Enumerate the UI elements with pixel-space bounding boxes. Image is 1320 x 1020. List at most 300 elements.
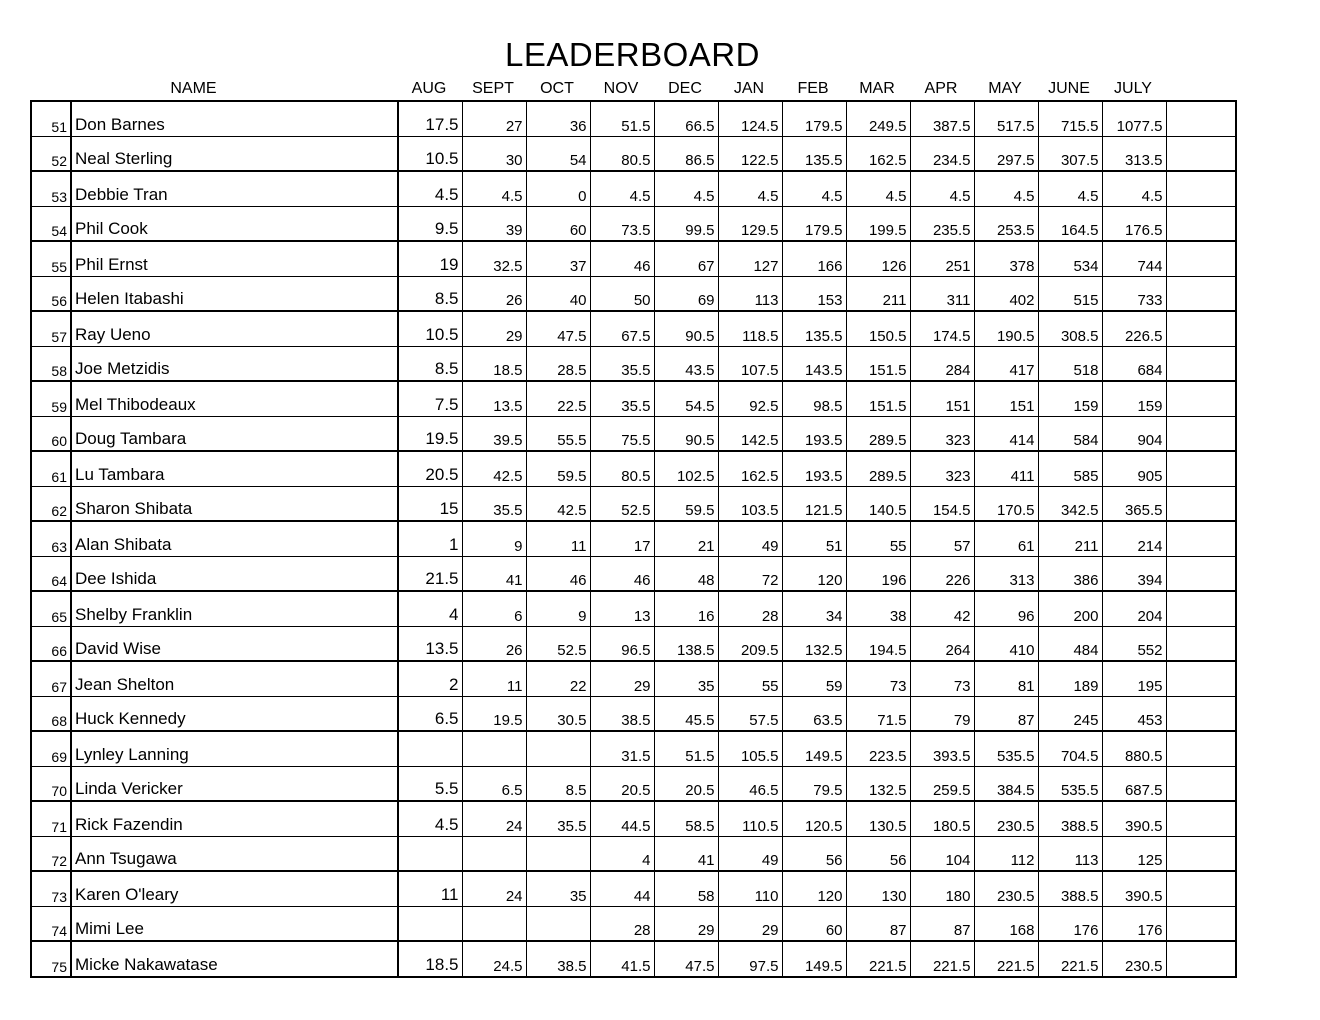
empty-cell bbox=[1166, 381, 1236, 416]
score-cell-may: 112 bbox=[974, 836, 1038, 871]
player-name-cell: Phil Ernst bbox=[71, 241, 398, 276]
score-cell-july: 214 bbox=[1102, 521, 1166, 556]
score-cell-dec: 43.5 bbox=[654, 346, 718, 381]
score-cell-may: 151 bbox=[974, 381, 1038, 416]
score-cell-june: 535.5 bbox=[1038, 766, 1102, 801]
score-cell-oct: 54 bbox=[526, 136, 590, 171]
score-cell-feb: 60 bbox=[782, 906, 846, 941]
score-cell-apr: 79 bbox=[910, 696, 974, 731]
score-cell-apr: 251 bbox=[910, 241, 974, 276]
score-cell-mar: 71.5 bbox=[846, 696, 910, 731]
score-cell-june: 176 bbox=[1038, 906, 1102, 941]
score-cell-feb: 98.5 bbox=[782, 381, 846, 416]
score-cell-feb: 56 bbox=[782, 836, 846, 871]
score-cell-june: 534 bbox=[1038, 241, 1102, 276]
score-cell-aug: 9.5 bbox=[398, 206, 462, 241]
table-row bbox=[31, 906, 1236, 941]
score-cell-mar: 140.5 bbox=[846, 486, 910, 521]
score-cell-mar: 199.5 bbox=[846, 206, 910, 241]
score-cell-nov: 4.5 bbox=[590, 171, 654, 206]
player-name-cell: Mimi Lee bbox=[71, 906, 398, 941]
empty-cell bbox=[1166, 731, 1236, 766]
rank-cell: 53 bbox=[31, 171, 71, 206]
table-row bbox=[31, 661, 1236, 696]
score-cell-apr: 284 bbox=[910, 346, 974, 381]
score-cell-nov: 44.5 bbox=[590, 801, 654, 836]
score-cell-june: 308.5 bbox=[1038, 311, 1102, 346]
score-cell-sept bbox=[462, 836, 526, 871]
score-cell-may: 4.5 bbox=[974, 171, 1038, 206]
empty-cell bbox=[1166, 346, 1236, 381]
score-cell-may: 414 bbox=[974, 416, 1038, 451]
score-cell-sept: 39.5 bbox=[462, 416, 526, 451]
score-cell-jan: 97.5 bbox=[718, 941, 782, 977]
score-cell-sept: 39 bbox=[462, 206, 526, 241]
score-cell-july: 904 bbox=[1102, 416, 1166, 451]
score-cell-dec: 138.5 bbox=[654, 626, 718, 661]
rank-cell: 55 bbox=[31, 241, 71, 276]
score-cell-aug: 17.5 bbox=[398, 101, 462, 136]
table-row bbox=[31, 836, 1236, 871]
score-cell-aug: 4.5 bbox=[398, 171, 462, 206]
score-cell-dec: 86.5 bbox=[654, 136, 718, 171]
score-cell-dec: 58.5 bbox=[654, 801, 718, 836]
score-cell-june: 484 bbox=[1038, 626, 1102, 661]
score-cell-nov: 75.5 bbox=[590, 416, 654, 451]
score-cell-may: 417 bbox=[974, 346, 1038, 381]
table-row bbox=[31, 101, 1236, 136]
score-cell-mar: 73 bbox=[846, 661, 910, 696]
score-cell-apr: 393.5 bbox=[910, 731, 974, 766]
score-cell-feb: 59 bbox=[782, 661, 846, 696]
player-name-cell: David Wise bbox=[71, 626, 398, 661]
score-cell-dec: 59.5 bbox=[654, 486, 718, 521]
score-cell-july: 687.5 bbox=[1102, 766, 1166, 801]
table-row bbox=[31, 591, 1236, 626]
rank-cell: 70 bbox=[31, 766, 71, 801]
score-cell-nov: 44 bbox=[590, 871, 654, 906]
table-row bbox=[31, 731, 1236, 766]
score-cell-apr: 154.5 bbox=[910, 486, 974, 521]
score-cell-jan: 49 bbox=[718, 836, 782, 871]
score-cell-may: 384.5 bbox=[974, 766, 1038, 801]
score-cell-may: 230.5 bbox=[974, 801, 1038, 836]
score-cell-jan: 46.5 bbox=[718, 766, 782, 801]
score-cell-jan: 55 bbox=[718, 661, 782, 696]
score-cell-nov: 20.5 bbox=[590, 766, 654, 801]
player-name-cell: Jean Shelton bbox=[71, 661, 398, 696]
score-cell-july: 365.5 bbox=[1102, 486, 1166, 521]
score-cell-oct: 55.5 bbox=[526, 416, 590, 451]
score-cell-jan: 113 bbox=[718, 276, 782, 311]
score-cell-aug: 18.5 bbox=[398, 941, 462, 977]
score-cell-aug bbox=[398, 906, 462, 941]
player-name-cell: Neal Sterling bbox=[71, 136, 398, 171]
score-cell-may: 168 bbox=[974, 906, 1038, 941]
score-cell-apr: 174.5 bbox=[910, 311, 974, 346]
header-aug: AUG bbox=[411, 80, 447, 97]
score-cell-nov: 46 bbox=[590, 556, 654, 591]
score-cell-july: 195 bbox=[1102, 661, 1166, 696]
score-cell-nov: 4 bbox=[590, 836, 654, 871]
score-cell-aug bbox=[398, 836, 462, 871]
leaderboard-table bbox=[30, 100, 1237, 978]
score-cell-sept: 19.5 bbox=[462, 696, 526, 731]
score-cell-sept: 18.5 bbox=[462, 346, 526, 381]
score-cell-july: 176 bbox=[1102, 906, 1166, 941]
score-cell-july: 733 bbox=[1102, 276, 1166, 311]
score-cell-aug: 5.5 bbox=[398, 766, 462, 801]
rank-cell: 60 bbox=[31, 416, 71, 451]
score-cell-june: 342.5 bbox=[1038, 486, 1102, 521]
score-cell-mar: 150.5 bbox=[846, 311, 910, 346]
empty-cell bbox=[1166, 486, 1236, 521]
score-cell-jan: 110.5 bbox=[718, 801, 782, 836]
score-cell-sept bbox=[462, 906, 526, 941]
header-may: MAY bbox=[988, 80, 1022, 97]
score-cell-nov: 46 bbox=[590, 241, 654, 276]
table-row bbox=[31, 136, 1236, 171]
score-cell-july: 744 bbox=[1102, 241, 1166, 276]
score-cell-feb: 79.5 bbox=[782, 766, 846, 801]
score-cell-apr: 180.5 bbox=[910, 801, 974, 836]
score-cell-jan: 142.5 bbox=[718, 416, 782, 451]
score-cell-apr: 323 bbox=[910, 451, 974, 486]
score-cell-july: 176.5 bbox=[1102, 206, 1166, 241]
empty-cell bbox=[1166, 661, 1236, 696]
score-cell-feb: 135.5 bbox=[782, 311, 846, 346]
empty-cell bbox=[1166, 941, 1236, 977]
header-nov: NOV bbox=[603, 80, 639, 97]
score-cell-apr: 73 bbox=[910, 661, 974, 696]
score-cell-may: 517.5 bbox=[974, 101, 1038, 136]
score-cell-dec: 29 bbox=[654, 906, 718, 941]
score-cell-dec: 16 bbox=[654, 591, 718, 626]
header-name: NAME bbox=[170, 80, 217, 97]
score-cell-jan: 4.5 bbox=[718, 171, 782, 206]
score-cell-nov: 29 bbox=[590, 661, 654, 696]
empty-cell bbox=[1166, 836, 1236, 871]
score-cell-may: 253.5 bbox=[974, 206, 1038, 241]
score-cell-jan: 107.5 bbox=[718, 346, 782, 381]
score-cell-july: 905 bbox=[1102, 451, 1166, 486]
rank-cell: 58 bbox=[31, 346, 71, 381]
score-cell-mar: 194.5 bbox=[846, 626, 910, 661]
score-cell-feb: 143.5 bbox=[782, 346, 846, 381]
table-row bbox=[31, 451, 1236, 486]
score-cell-oct: 35.5 bbox=[526, 801, 590, 836]
score-cell-nov: 13 bbox=[590, 591, 654, 626]
score-cell-mar: 211 bbox=[846, 276, 910, 311]
empty-cell bbox=[1166, 451, 1236, 486]
score-cell-dec: 20.5 bbox=[654, 766, 718, 801]
score-cell-oct: 22.5 bbox=[526, 381, 590, 416]
score-cell-july: 226.5 bbox=[1102, 311, 1166, 346]
score-cell-aug: 4.5 bbox=[398, 801, 462, 836]
score-cell-oct: 47.5 bbox=[526, 311, 590, 346]
score-cell-july: 552 bbox=[1102, 626, 1166, 661]
score-cell-oct: 38.5 bbox=[526, 941, 590, 977]
empty-cell bbox=[1166, 416, 1236, 451]
score-cell-sept: 6 bbox=[462, 591, 526, 626]
score-cell-may: 535.5 bbox=[974, 731, 1038, 766]
score-cell-june: 245 bbox=[1038, 696, 1102, 731]
score-cell-aug: 11 bbox=[398, 871, 462, 906]
score-cell-dec: 58 bbox=[654, 871, 718, 906]
player-name-cell: Ray Ueno bbox=[71, 311, 398, 346]
score-cell-apr: 311 bbox=[910, 276, 974, 311]
empty-cell bbox=[1166, 206, 1236, 241]
score-cell-aug: 7.5 bbox=[398, 381, 462, 416]
score-cell-dec: 69 bbox=[654, 276, 718, 311]
score-cell-mar: 56 bbox=[846, 836, 910, 871]
rank-cell: 72 bbox=[31, 836, 71, 871]
score-cell-june: 715.5 bbox=[1038, 101, 1102, 136]
score-cell-mar: 289.5 bbox=[846, 416, 910, 451]
score-cell-oct: 28.5 bbox=[526, 346, 590, 381]
score-cell-oct bbox=[526, 906, 590, 941]
score-cell-may: 411 bbox=[974, 451, 1038, 486]
score-cell-feb: 149.5 bbox=[782, 941, 846, 977]
score-cell-oct: 35 bbox=[526, 871, 590, 906]
player-name-cell: Dee Ishida bbox=[71, 556, 398, 591]
score-cell-dec: 67 bbox=[654, 241, 718, 276]
score-cell-mar: 130.5 bbox=[846, 801, 910, 836]
score-cell-jan: 209.5 bbox=[718, 626, 782, 661]
player-name-cell: Doug Tambara bbox=[71, 416, 398, 451]
score-cell-mar: 55 bbox=[846, 521, 910, 556]
score-cell-aug: 2 bbox=[398, 661, 462, 696]
score-cell-jan: 49 bbox=[718, 521, 782, 556]
header-apr: APR bbox=[924, 80, 958, 97]
score-cell-aug: 20.5 bbox=[398, 451, 462, 486]
score-cell-dec: 54.5 bbox=[654, 381, 718, 416]
score-cell-oct: 40 bbox=[526, 276, 590, 311]
player-name-cell: Alan Shibata bbox=[71, 521, 398, 556]
table-row bbox=[31, 311, 1236, 346]
score-cell-jan: 122.5 bbox=[718, 136, 782, 171]
player-name-cell: Mel Thibodeaux bbox=[71, 381, 398, 416]
player-name-cell: Micke Nakawatase bbox=[71, 941, 398, 977]
score-cell-may: 230.5 bbox=[974, 871, 1038, 906]
score-cell-june: 388.5 bbox=[1038, 801, 1102, 836]
score-cell-sept: 26 bbox=[462, 276, 526, 311]
table-row bbox=[31, 521, 1236, 556]
empty-cell bbox=[1166, 626, 1236, 661]
rank-cell: 75 bbox=[31, 941, 71, 977]
score-cell-july: 880.5 bbox=[1102, 731, 1166, 766]
table-row bbox=[31, 381, 1236, 416]
score-cell-july: 1077.5 bbox=[1102, 101, 1166, 136]
score-cell-sept: 41 bbox=[462, 556, 526, 591]
score-cell-mar: 38 bbox=[846, 591, 910, 626]
table-row bbox=[31, 276, 1236, 311]
score-cell-june: 200 bbox=[1038, 591, 1102, 626]
header-jan: JAN bbox=[733, 80, 765, 97]
score-cell-mar: 126 bbox=[846, 241, 910, 276]
table-row bbox=[31, 241, 1236, 276]
header-june: JUNE bbox=[1048, 80, 1090, 97]
player-name-cell: Rick Fazendin bbox=[71, 801, 398, 836]
score-cell-june: 221.5 bbox=[1038, 941, 1102, 977]
score-cell-dec: 48 bbox=[654, 556, 718, 591]
score-cell-jan: 103.5 bbox=[718, 486, 782, 521]
table-row bbox=[31, 871, 1236, 906]
header-july: JULY bbox=[1114, 80, 1152, 97]
score-cell-june: 518 bbox=[1038, 346, 1102, 381]
score-cell-nov: 41.5 bbox=[590, 941, 654, 977]
score-cell-nov: 31.5 bbox=[590, 731, 654, 766]
score-cell-oct: 59.5 bbox=[526, 451, 590, 486]
score-cell-may: 313 bbox=[974, 556, 1038, 591]
score-cell-june: 515 bbox=[1038, 276, 1102, 311]
score-cell-oct: 9 bbox=[526, 591, 590, 626]
score-cell-oct: 36 bbox=[526, 101, 590, 136]
score-cell-feb: 63.5 bbox=[782, 696, 846, 731]
score-cell-may: 96 bbox=[974, 591, 1038, 626]
score-cell-apr: 180 bbox=[910, 871, 974, 906]
score-cell-oct: 11 bbox=[526, 521, 590, 556]
score-cell-sept: 9 bbox=[462, 521, 526, 556]
score-cell-nov: 28 bbox=[590, 906, 654, 941]
score-cell-apr: 235.5 bbox=[910, 206, 974, 241]
score-cell-sept: 29 bbox=[462, 311, 526, 346]
score-cell-oct: 30.5 bbox=[526, 696, 590, 731]
score-cell-aug: 8.5 bbox=[398, 346, 462, 381]
score-cell-jan: 110 bbox=[718, 871, 782, 906]
score-cell-oct: 42.5 bbox=[526, 486, 590, 521]
score-cell-feb: 120.5 bbox=[782, 801, 846, 836]
rank-cell: 57 bbox=[31, 311, 71, 346]
score-cell-june: 585 bbox=[1038, 451, 1102, 486]
score-cell-sept: 4.5 bbox=[462, 171, 526, 206]
score-cell-sept: 32.5 bbox=[462, 241, 526, 276]
score-cell-jan: 92.5 bbox=[718, 381, 782, 416]
score-cell-apr: 42 bbox=[910, 591, 974, 626]
score-cell-nov: 67.5 bbox=[590, 311, 654, 346]
score-cell-sept: 13.5 bbox=[462, 381, 526, 416]
rank-cell: 67 bbox=[31, 661, 71, 696]
score-cell-june: 159 bbox=[1038, 381, 1102, 416]
score-cell-june: 704.5 bbox=[1038, 731, 1102, 766]
player-name-cell: Sharon Shibata bbox=[71, 486, 398, 521]
player-name-cell: Karen O'leary bbox=[71, 871, 398, 906]
empty-cell bbox=[1166, 556, 1236, 591]
header-mar: MAR bbox=[859, 80, 895, 97]
score-cell-sept: 6.5 bbox=[462, 766, 526, 801]
header-feb: FEB bbox=[797, 80, 829, 97]
score-cell-may: 81 bbox=[974, 661, 1038, 696]
player-name-cell: Joe Metzidis bbox=[71, 346, 398, 381]
player-name-cell: Helen Itabashi bbox=[71, 276, 398, 311]
score-cell-sept: 11 bbox=[462, 661, 526, 696]
score-cell-oct: 46 bbox=[526, 556, 590, 591]
score-cell-feb: 166 bbox=[782, 241, 846, 276]
table-row bbox=[31, 626, 1236, 661]
score-cell-jan: 124.5 bbox=[718, 101, 782, 136]
table-row bbox=[31, 206, 1236, 241]
rank-cell: 69 bbox=[31, 731, 71, 766]
score-cell-sept: 24 bbox=[462, 871, 526, 906]
score-cell-july: 204 bbox=[1102, 591, 1166, 626]
score-cell-mar: 223.5 bbox=[846, 731, 910, 766]
table-row bbox=[31, 486, 1236, 521]
score-cell-jan: 28 bbox=[718, 591, 782, 626]
rank-cell: 51 bbox=[31, 101, 71, 136]
score-cell-feb: 179.5 bbox=[782, 101, 846, 136]
score-cell-apr: 387.5 bbox=[910, 101, 974, 136]
score-cell-mar: 151.5 bbox=[846, 381, 910, 416]
player-name-cell: Ann Tsugawa bbox=[71, 836, 398, 871]
score-cell-oct bbox=[526, 836, 590, 871]
score-cell-apr: 259.5 bbox=[910, 766, 974, 801]
rank-cell: 59 bbox=[31, 381, 71, 416]
score-cell-aug: 8.5 bbox=[398, 276, 462, 311]
header-sept: SEPT bbox=[472, 80, 514, 97]
score-cell-mar: 151.5 bbox=[846, 346, 910, 381]
score-cell-jan: 29 bbox=[718, 906, 782, 941]
score-cell-jan: 105.5 bbox=[718, 731, 782, 766]
player-name-cell: Phil Cook bbox=[71, 206, 398, 241]
score-cell-aug: 21.5 bbox=[398, 556, 462, 591]
score-cell-mar: 87 bbox=[846, 906, 910, 941]
score-cell-apr: 104 bbox=[910, 836, 974, 871]
score-cell-jan: 57.5 bbox=[718, 696, 782, 731]
score-cell-june: 211 bbox=[1038, 521, 1102, 556]
table-row bbox=[31, 556, 1236, 591]
header-dec: DEC bbox=[668, 80, 702, 97]
score-cell-nov: 51.5 bbox=[590, 101, 654, 136]
score-cell-may: 378 bbox=[974, 241, 1038, 276]
empty-cell bbox=[1166, 241, 1236, 276]
score-cell-mar: 132.5 bbox=[846, 766, 910, 801]
score-cell-may: 190.5 bbox=[974, 311, 1038, 346]
score-cell-dec: 35 bbox=[654, 661, 718, 696]
score-cell-mar: 249.5 bbox=[846, 101, 910, 136]
score-cell-dec: 66.5 bbox=[654, 101, 718, 136]
score-cell-apr: 226 bbox=[910, 556, 974, 591]
table-row bbox=[31, 171, 1236, 206]
score-cell-jan: 162.5 bbox=[718, 451, 782, 486]
score-cell-aug: 6.5 bbox=[398, 696, 462, 731]
score-cell-may: 61 bbox=[974, 521, 1038, 556]
score-cell-aug: 10.5 bbox=[398, 136, 462, 171]
score-cell-july: 684 bbox=[1102, 346, 1166, 381]
score-cell-mar: 4.5 bbox=[846, 171, 910, 206]
score-cell-dec: 45.5 bbox=[654, 696, 718, 731]
score-cell-nov: 35.5 bbox=[590, 381, 654, 416]
score-cell-apr: 323 bbox=[910, 416, 974, 451]
score-cell-feb: 153 bbox=[782, 276, 846, 311]
score-cell-nov: 96.5 bbox=[590, 626, 654, 661]
score-cell-nov: 80.5 bbox=[590, 451, 654, 486]
score-cell-aug: 19.5 bbox=[398, 416, 462, 451]
rank-cell: 68 bbox=[31, 696, 71, 731]
score-cell-nov: 52.5 bbox=[590, 486, 654, 521]
score-cell-sept: 35.5 bbox=[462, 486, 526, 521]
score-cell-apr: 87 bbox=[910, 906, 974, 941]
score-cell-apr: 151 bbox=[910, 381, 974, 416]
score-cell-dec: 102.5 bbox=[654, 451, 718, 486]
score-cell-feb: 51 bbox=[782, 521, 846, 556]
score-cell-dec: 90.5 bbox=[654, 416, 718, 451]
player-name-cell: Don Barnes bbox=[71, 101, 398, 136]
score-cell-july: 4.5 bbox=[1102, 171, 1166, 206]
score-cell-mar: 289.5 bbox=[846, 451, 910, 486]
score-cell-may: 221.5 bbox=[974, 941, 1038, 977]
score-cell-apr: 221.5 bbox=[910, 941, 974, 977]
score-cell-feb: 120 bbox=[782, 556, 846, 591]
